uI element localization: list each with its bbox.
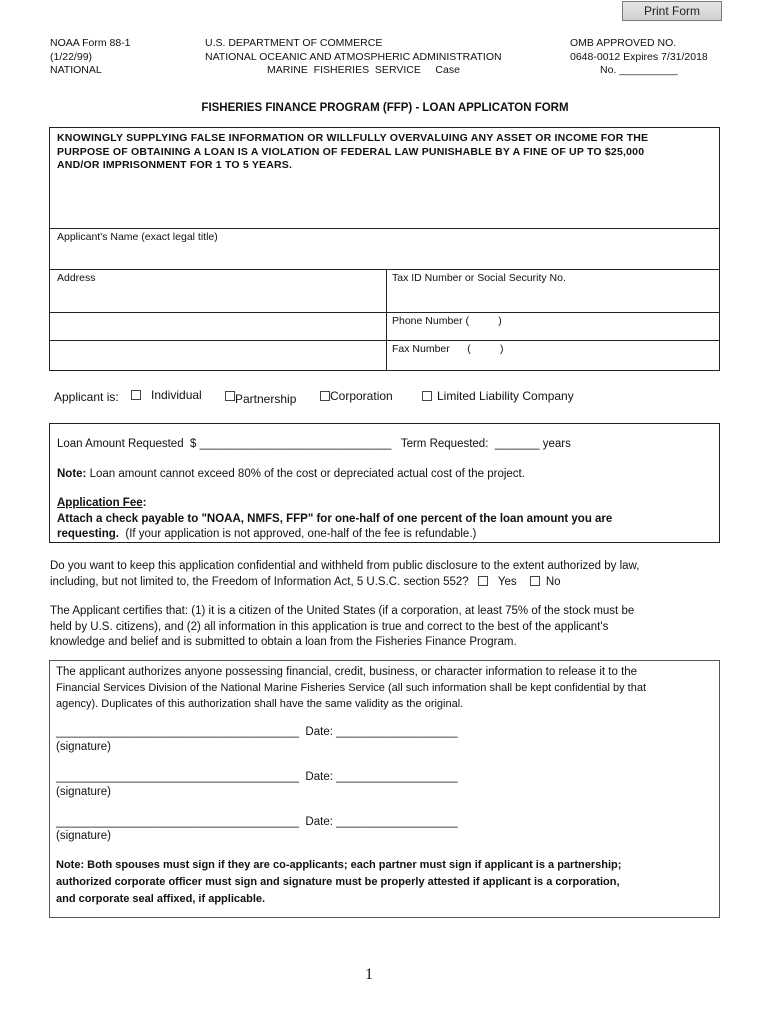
confidentiality-question xyxy=(50,559,639,590)
individual-checkbox-option[interactable] xyxy=(131,388,202,402)
signature-label: (signature) xyxy=(56,741,111,753)
agency-noaa: NATIONAL OCEANIC AND ATMOSPHERIC ADMINISTRATION xyxy=(205,50,502,63)
fax-number-field[interactable]: Fax Number ( ) xyxy=(392,343,504,355)
phone-number-field[interactable]: Phone Number ( ) xyxy=(392,315,502,327)
agency-nmfs: MARINE FISHERIES SERVICE Case xyxy=(267,64,460,76)
fee-colon: : xyxy=(142,497,147,509)
llc-checkbox-option[interactable] xyxy=(422,389,574,403)
signature-date-line-3[interactable]: ______________________________________ Date: ___________________ xyxy=(56,816,458,828)
fee-refund-note xyxy=(57,528,476,540)
omb-expires: 0648-0012 Expires 7/31/2018 xyxy=(570,50,708,63)
authorization-line: agency). Duplicates of this authorization shall have the same validity as the original. xyxy=(56,698,464,710)
form-number: NOAA Form 88-1 xyxy=(50,37,131,49)
authorization-line: Financial Services Division of the National Marine Fisheries Service (all such information shall be kept confidential by that xyxy=(56,682,646,694)
loan-note xyxy=(57,468,525,480)
signature-date-line-1[interactable]: ______________________________________ Date: ___________________ xyxy=(56,726,458,738)
partnership-checkbox-option[interactable] xyxy=(225,389,297,406)
citizenship-certification xyxy=(50,604,634,651)
option-label: Corporation xyxy=(330,389,393,403)
authorization-line: The applicant authorizes anyone possessing financial, credit, business, or character information to release it to the xyxy=(56,666,638,678)
false-information-warning xyxy=(57,132,717,173)
signing-requirements-note xyxy=(56,857,718,908)
warning-line: PURPOSE OF OBTAINING A LOAN IS A VIOLATION OF FEDERAL LAW PUNISHABLE BY A FINE OF UP TO $25,000 xyxy=(57,145,645,158)
form-id-block xyxy=(50,37,131,78)
page-number: 1 xyxy=(365,966,373,983)
application-fee-heading xyxy=(57,497,146,509)
applicant-type-label: Applicant is: xyxy=(54,390,119,404)
certify-line: The Applicant certifies that: (1) it is a citizen of the United States (if a corporation, at least 75% of the stock must be xyxy=(50,605,635,617)
checkbox-icon[interactable] xyxy=(422,391,432,401)
option-label: Individual xyxy=(151,388,202,402)
certify-line: held by U.S. citizens), and (2) all information in this application is true and correct to the best of the applicant's xyxy=(50,620,609,633)
checkbox-icon[interactable] xyxy=(225,391,235,401)
loan-amount-term-line[interactable]: Loan Amount Requested $ ______________________________ Term Requested: _______ years xyxy=(57,438,571,450)
note-line: and corporate seal affixed, if applicable. xyxy=(56,893,266,905)
fee-instruction: Attach a check payable to "NOAA, NMFS, FFP" for one-half of one percent of the loan amount you are xyxy=(57,513,613,525)
signature-date-line-2[interactable]: ______________________________________ Date: ___________________ xyxy=(56,771,458,783)
yes-label: Yes xyxy=(497,575,517,588)
note-label: Note: xyxy=(57,468,87,480)
tax-id-field[interactable]: Tax ID Number or Social Security No. xyxy=(392,272,566,284)
divider xyxy=(49,228,720,229)
fee-heading: Application Fee xyxy=(57,497,143,509)
divider xyxy=(49,312,720,313)
question-line: including, but not limited to, the Freedom of Information Act, 5 U.S.C. section 552? xyxy=(50,575,469,588)
question-line: Do you want to keep this application confidential and withheld from public disclosure to the extent authorized by law, xyxy=(50,560,640,572)
note-line: Note: Both spouses must sign if they are co-applicants; each partner must sign if applicant is a partnership; xyxy=(56,859,622,871)
no-label: No xyxy=(545,575,561,588)
no-checkbox[interactable] xyxy=(530,576,540,586)
note-line: authorized corporate officer must sign and signature must be properly attested if applicant is a corporation, xyxy=(56,876,620,888)
signature-label: (signature) xyxy=(56,786,111,798)
certify-line: knowledge and belief and is submitted to obtain a loan from the Fisheries Finance Program. xyxy=(50,636,517,648)
yes-checkbox[interactable] xyxy=(478,576,488,586)
omb-approved: OMB APPROVED NO. xyxy=(570,37,677,49)
form-scope: NATIONAL xyxy=(50,64,102,76)
option-label: Limited Liability Company xyxy=(437,389,574,403)
authorization-text xyxy=(56,664,716,712)
divider xyxy=(49,269,720,270)
option-label: Partnership xyxy=(235,392,297,406)
warning-line: KNOWINGLY SUPPLYING FALSE INFORMATION OR WILLFULLY OVERVALUING ANY ASSET OR INCOME FOR THE xyxy=(57,132,649,144)
fee-refund-text: (If your application is not approved, one-half of the fee is refundable.) xyxy=(118,528,477,540)
checkbox-icon[interactable] xyxy=(131,390,141,400)
form-title: FISHERIES FINANCE PROGRAM (FFP) - LOAN APPLICATON FORM xyxy=(201,102,569,114)
divider xyxy=(49,340,720,341)
omb-block xyxy=(570,37,708,78)
print-form-button[interactable]: Print Form xyxy=(622,1,722,21)
divider xyxy=(386,269,387,371)
checkbox-icon[interactable] xyxy=(320,391,330,401)
fee-requesting: requesting. xyxy=(57,528,119,540)
signature-label: (signature) xyxy=(56,830,111,842)
warning-line: AND/OR IMPRISONMENT FOR 1 TO 5 YEARS. xyxy=(57,159,293,171)
case-number: No. __________ xyxy=(600,64,678,76)
note-text: Loan amount cannot exceed 80% of the cost or depreciated actual cost of the project. xyxy=(86,468,525,480)
form-date: (1/22/99) xyxy=(50,50,93,63)
corporation-checkbox-option[interactable] xyxy=(320,389,393,403)
address-field[interactable]: Address xyxy=(57,272,96,284)
agency-dept: U.S. DEPARTMENT OF COMMERCE xyxy=(205,37,383,49)
agency-block xyxy=(205,37,535,78)
applicant-name-field[interactable]: Applicant's Name (exact legal title) xyxy=(57,231,218,243)
